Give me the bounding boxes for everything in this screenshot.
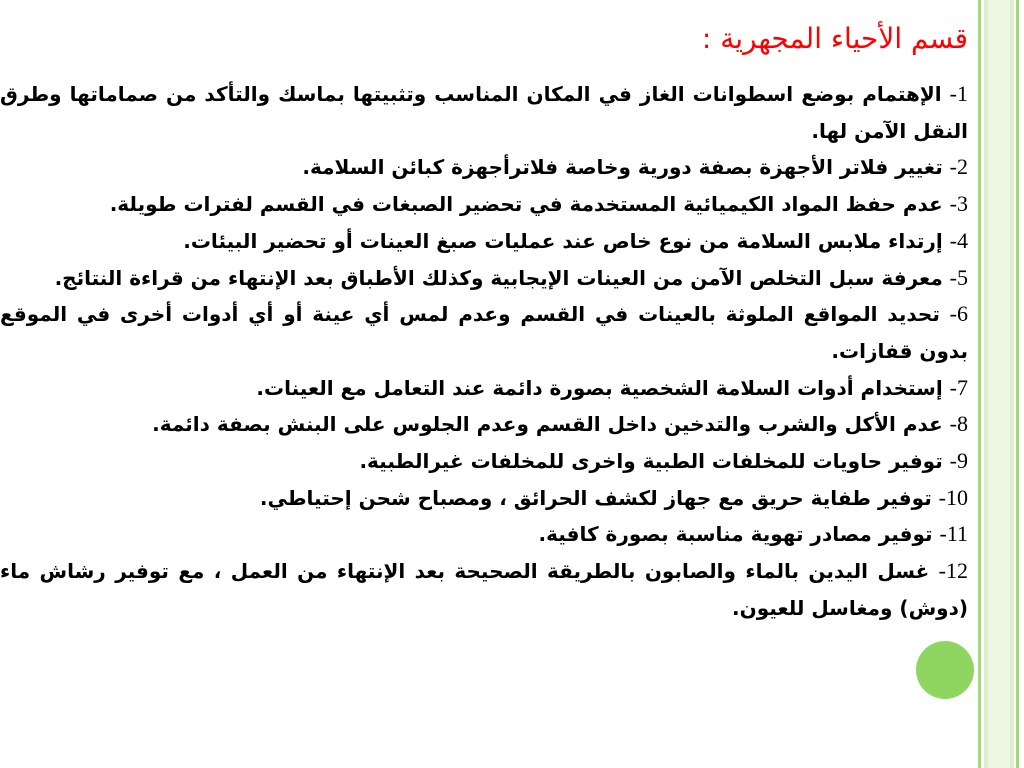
item-text: غسل اليدين بالماء والصابون بالطريقة الصحيحة بعد الإنتهاء من العمل ، مع توفير رشاش ماء (دوش) ومغاسل للعيون. [0,559,968,620]
item-text: معرفة سبل التخلص الآمن من العينات الإيجابية وكذلك الأطباق بعد الإنتهاء من قراءة النتائج. [54,265,950,290]
list-item-1 [0,76,968,149]
item-number: 11- [939,521,968,547]
green-circle-decoration [916,641,974,699]
item-number: 3- [949,191,968,217]
list-item-4 [0,223,968,260]
decorative-band [1016,0,1019,768]
item-number: 1- [949,81,968,106]
item-number: 5- [949,264,968,290]
item-number: 6- [949,301,968,327]
decorative-band [988,0,1010,768]
decorative-band [978,0,981,768]
item-number: 10- [938,484,968,510]
item-text: الإهتمام بوضع اسطوانات الغاز في المكان المناسب وتثبيتها بماسك والتأكد من صماماتها وطرق النقل الآمن لها. [0,82,968,143]
list-item-9 [0,443,968,480]
item-text: تحديد المواقع الملوثة بالعينات في القسم وعدم لمس أي عينة أو أي أدوات أخرى في الموقع بدون قفازات. [0,302,968,363]
list-item-10 [0,480,968,517]
list-item-7 [0,370,968,407]
list-item-2 [0,149,968,186]
list-item-11 [0,516,968,553]
item-text: توفير مصادر تهوية مناسبة بصورة كافية. [538,522,940,547]
list-item-3 [0,186,968,223]
item-text: عدم حفظ المواد الكيميائية المستخدمة في تحضير الصبغات في القسم لفترات طويلة. [109,192,950,217]
item-number: 8- [949,411,968,437]
item-text: إرتداء ملابس السلامة من نوع خاص عند عمليات صبغ العينات أو تحضير البيئات. [183,228,950,253]
list-item-6 [0,296,968,369]
item-text: تغيير فلاتر الأجهزة بصفة دورية وخاصة فلاترأجهزة كبائن السلامة. [302,155,950,180]
list-item-5 [0,260,968,297]
item-number: 2- [949,154,968,180]
item-number: 7- [949,374,968,400]
item-text: توفير حاويات للمخلفات الطبية واخرى للمخلفات غيرالطبية. [359,449,950,474]
item-text: عدم الأكل والشرب والتدخين داخل القسم وعدم الجلوس على البنش بصفة دائمة. [152,412,950,437]
list-item-8 [0,406,968,443]
slide-title: قسم الأحياء المجهرية : [701,22,968,55]
safety-list [0,76,968,627]
decorative-band [1010,0,1014,768]
item-number: 9- [949,448,968,474]
item-number: 12- [938,558,968,584]
item-text: توفير طفاية حريق مع جهاز لكشف الحرائق ، ومصباح شحن إحتياطي. [259,485,939,510]
item-number: 4- [949,227,968,253]
list-item-12 [0,553,968,626]
item-text: إستخدام أدوات السلامة الشخصية بصورة دائمة عند التعامل مع العينات. [256,375,950,400]
